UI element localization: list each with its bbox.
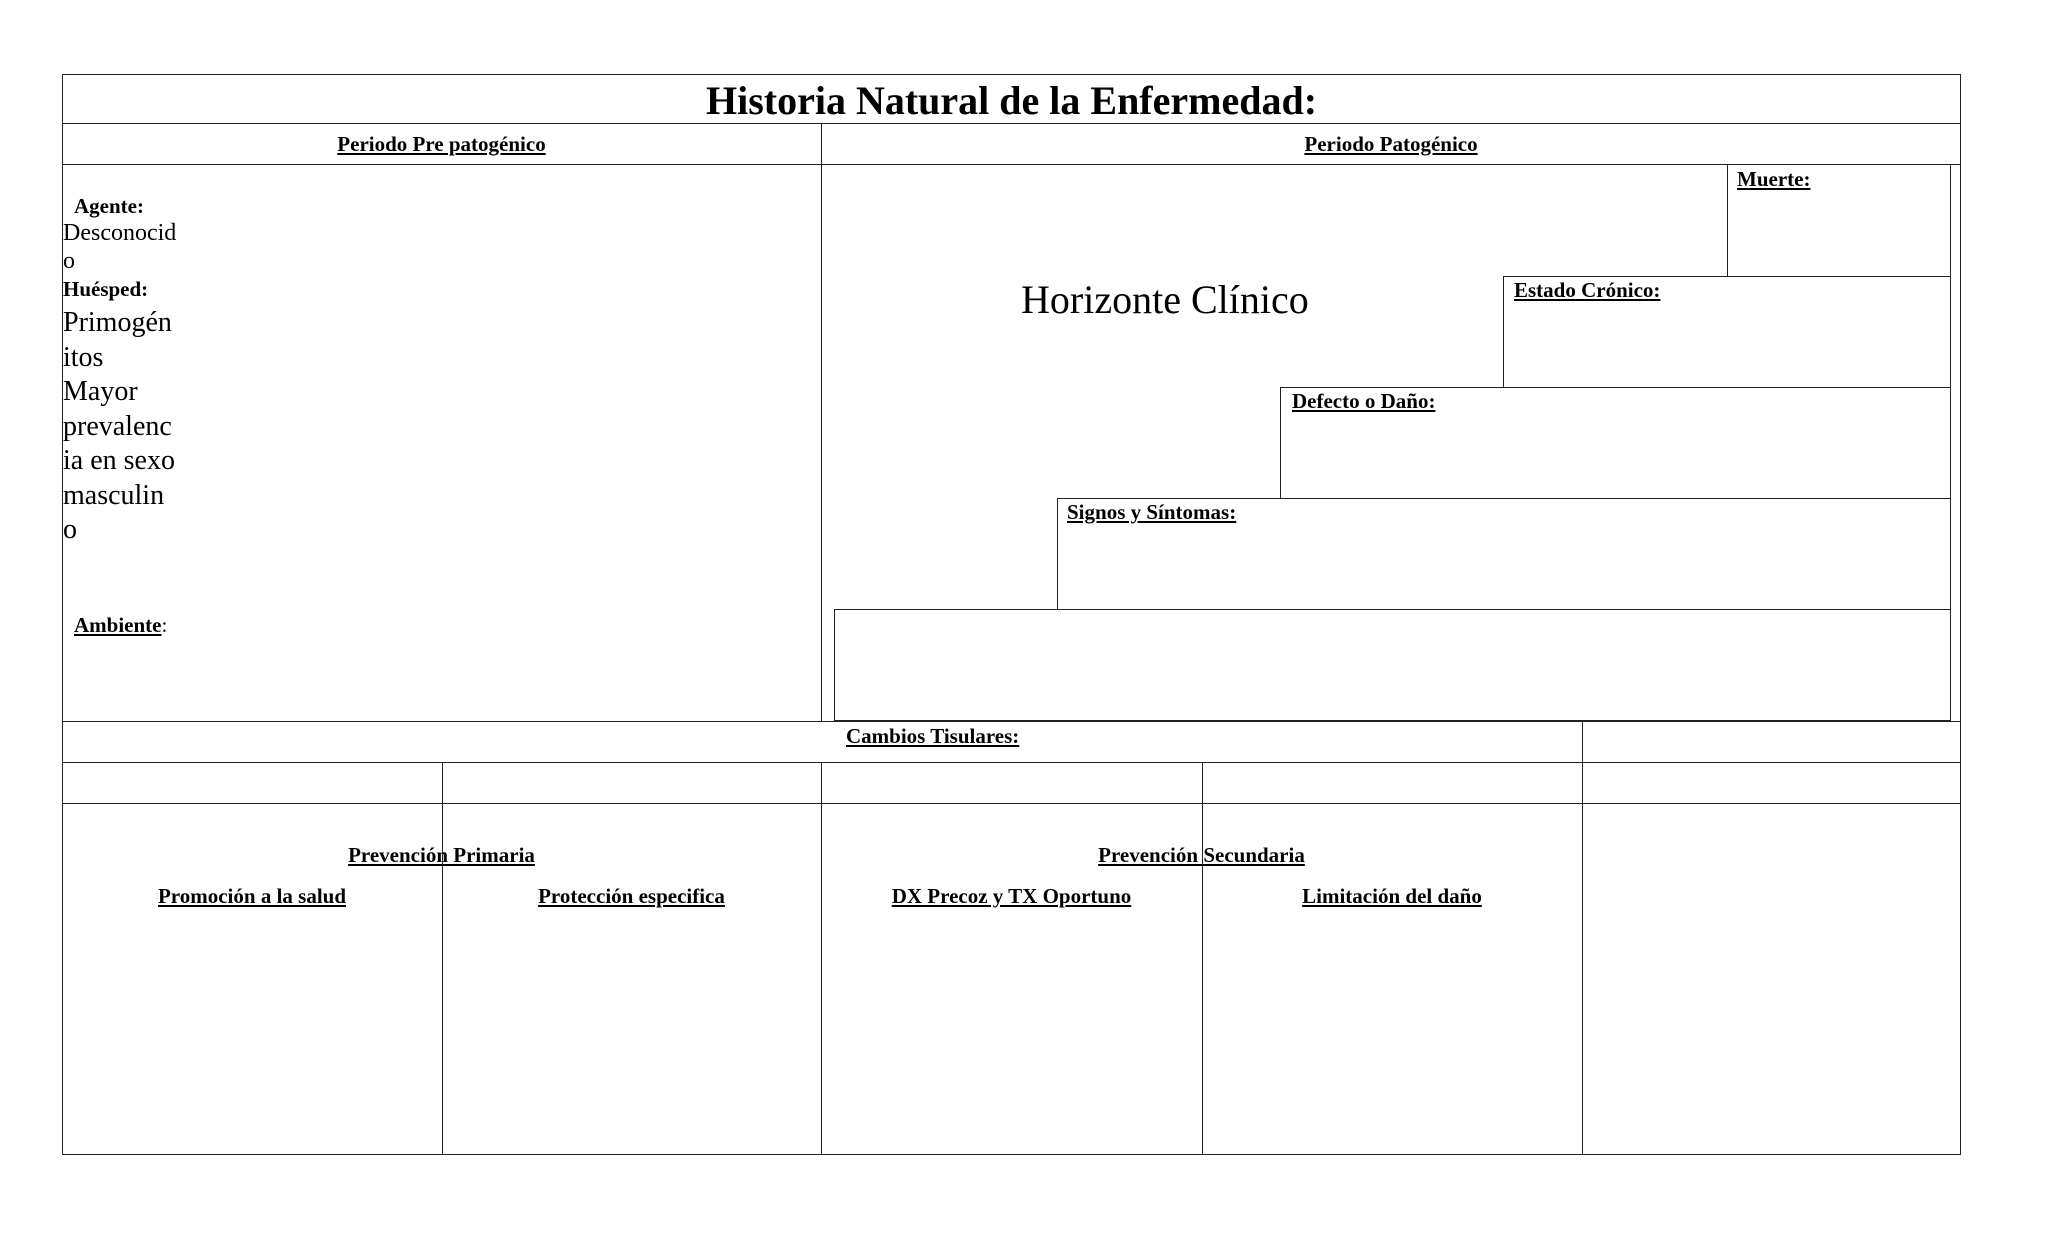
divider-row-b (821, 762, 822, 1155)
rule-under-cambios (62, 762, 1961, 763)
page-title: Historia Natural de la Enfermedad: (705, 78, 1318, 123)
agente-value-line: Desconocid (63, 220, 177, 246)
rule-above-cambios (62, 721, 1961, 722)
dx-precoz: DX Precoz y TX Oportuno (891, 884, 1132, 908)
agente-value-line: o (63, 248, 75, 274)
ambiente-row (74, 613, 167, 638)
huesped-value-line: Primogén (63, 307, 172, 338)
rule-above-prevention (62, 803, 1961, 804)
divider-row-c (1202, 762, 1203, 1155)
prevencion-primaria: Prevención Primaria (348, 843, 535, 867)
promocion-salud: Promoción a la salud (157, 884, 347, 908)
limitacion-dano: Limitación del daño (1302, 884, 1482, 908)
prevencion-secundaria: Prevención Secundaria (1098, 843, 1305, 867)
huesped-value-line: prevalenc (63, 410, 172, 442)
defecto-label: Defecto o Daño: (1292, 389, 1436, 413)
huesped-value-line: o (63, 514, 77, 545)
divider-cambios-right (1582, 721, 1583, 1155)
muerte-label: Muerte: (1737, 167, 1811, 191)
ambiente-colon: : (161, 613, 168, 637)
cambios-base-box (834, 609, 1951, 721)
divider-periods (821, 123, 822, 721)
agente-value (63, 219, 176, 275)
huesped-value (63, 306, 175, 548)
divider-row-a (442, 762, 443, 1155)
period-pato-header: Periodo Patogénico (1304, 132, 1478, 156)
proteccion-especifica: Protección especifica (538, 884, 725, 908)
estado-cronico-label: Estado Crónico: (1514, 278, 1661, 302)
huesped-value-line: itos (63, 341, 104, 373)
agente-label: Agente: (74, 194, 144, 218)
huesped-value-line: ia en sexo (63, 445, 175, 476)
ambiente-label: Ambiente (74, 613, 162, 637)
huesped-label: Huésped: (63, 277, 149, 301)
horizonte-clinico: Horizonte Clínico (1021, 277, 1309, 322)
huesped-value-line: masculin (63, 479, 165, 511)
signos-label: Signos y Síntomas: (1067, 500, 1237, 524)
huesped-value-line: Mayor (63, 376, 138, 407)
cambios-label: Cambios Tisulares: (846, 724, 1020, 748)
period-pre-header: Periodo Pre patogénico (337, 132, 546, 156)
